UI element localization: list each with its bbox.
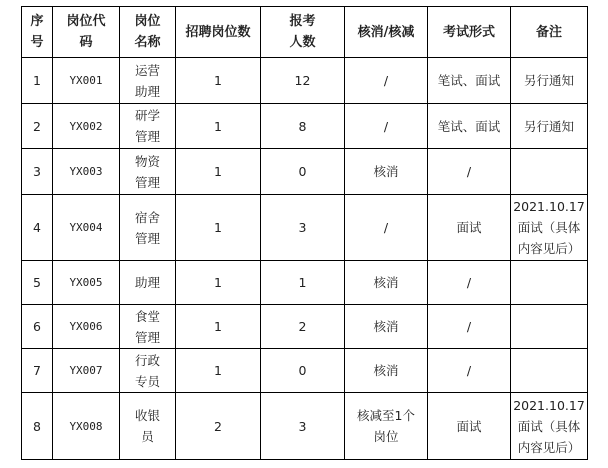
cell-line: YX001 [69, 74, 103, 87]
cell-line: 2 [214, 418, 222, 434]
cell-seq [22, 58, 53, 104]
cell-line: 考试形式 [442, 24, 495, 40]
recruitment-table [21, 6, 588, 460]
table-row [22, 261, 588, 305]
cell-line: 助理 [134, 83, 160, 99]
header-exam [428, 7, 511, 58]
cell-line: / [466, 275, 472, 290]
cell-line: 报考 [289, 14, 316, 29]
cell-quota [176, 58, 261, 104]
cell-exam [428, 104, 511, 149]
cell-name [120, 305, 176, 349]
cell-remark [511, 58, 588, 104]
cell-line: 招聘岗位数 [185, 24, 251, 40]
header-adjust [345, 7, 428, 58]
table-row [22, 104, 588, 149]
cell-line: YX008 [69, 419, 103, 433]
cell-line: 备注 [535, 24, 562, 40]
cell-line: 面试 [456, 418, 482, 434]
cell-exam [428, 149, 511, 195]
cell-exam [428, 305, 511, 349]
cell-line: 面试 [456, 220, 482, 235]
cell-applicants [261, 58, 345, 104]
cell-applicants [261, 349, 345, 393]
cell-quota [176, 149, 261, 195]
cell-exam [428, 58, 511, 104]
cell-name [120, 261, 176, 305]
cell-quota [176, 261, 261, 305]
cell-name [120, 104, 176, 149]
cell-applicants [261, 261, 345, 305]
cell-quota [176, 195, 261, 261]
cell-applicants [261, 149, 345, 195]
cell-name [120, 195, 176, 261]
cell-line: YX003 [69, 165, 103, 178]
cell-line: 1 [214, 164, 222, 179]
table-row [22, 393, 588, 460]
cell-applicants [261, 195, 345, 261]
cell-line: 岗位 [134, 14, 161, 29]
cell-line: 管理 [134, 230, 160, 246]
cell-quota [176, 393, 261, 460]
cell-quota [176, 349, 261, 393]
cell-exam [428, 393, 511, 460]
cell-remark [511, 305, 588, 349]
cell-seq [22, 104, 53, 149]
cell-code [53, 393, 120, 460]
cell-line: 码 [79, 35, 93, 50]
cell-line: 研学 [134, 108, 160, 123]
cell-seq [22, 261, 53, 305]
cell-line: 笔试、面试 [437, 73, 501, 88]
cell-line: / [383, 220, 389, 235]
cell-line: 笔试、面试 [437, 118, 501, 134]
cell-line: 2 [298, 319, 307, 334]
cell-adjust [345, 349, 428, 393]
cell-remark [511, 261, 588, 305]
cell-line: 8 [33, 418, 41, 434]
cell-applicants [261, 393, 345, 460]
table-row [22, 149, 588, 195]
cell-remark [511, 104, 588, 149]
cell-seq [22, 393, 53, 460]
cell-remark [511, 349, 588, 393]
cell-line: 号 [30, 35, 44, 50]
cell-line: 1 [214, 118, 222, 134]
cell-line: YX004 [69, 221, 103, 234]
cell-line: / [383, 118, 389, 134]
table-row [22, 195, 588, 261]
cell-adjust [345, 58, 428, 104]
cell-adjust [345, 261, 428, 305]
cell-line: 0 [298, 363, 307, 378]
cell-line: 面试（具体 [517, 418, 581, 434]
cell-line: 内容见后） [517, 439, 581, 455]
cell-line: 2 [33, 118, 41, 134]
table-row [22, 305, 588, 349]
cell-name [120, 58, 176, 104]
cell-line: 专员 [134, 373, 160, 389]
cell-line: 物资 [134, 153, 160, 169]
cell-applicants [261, 305, 345, 349]
cell-code [53, 104, 120, 149]
cell-code [53, 349, 120, 393]
cell-exam [428, 349, 511, 393]
cell-line: 3 [298, 220, 307, 235]
cell-adjust [345, 393, 428, 460]
cell-line: 核消 [373, 275, 399, 290]
cell-line: 4 [33, 220, 41, 235]
cell-line: 1 [214, 319, 222, 334]
cell-line: / [383, 73, 389, 88]
cell-name [120, 349, 176, 393]
header-row [22, 7, 588, 58]
cell-code [53, 58, 120, 104]
cell-code [53, 305, 120, 349]
cell-seq [22, 305, 53, 349]
cell-line: 1 [298, 275, 307, 290]
cell-line: YX005 [69, 276, 103, 289]
cell-line: 管理 [134, 129, 160, 144]
cell-line: 收银 [134, 408, 160, 423]
cell-line: 核消 [373, 363, 399, 378]
cell-line: 核消 [373, 319, 399, 334]
cell-line: 5 [33, 275, 41, 290]
header-code [53, 7, 120, 58]
cell-line: 7 [33, 363, 41, 378]
cell-remark [511, 149, 588, 195]
cell-line: 6 [33, 319, 41, 334]
cell-adjust [345, 195, 428, 261]
cell-line: 3 [298, 418, 307, 434]
cell-line: 1 [33, 73, 41, 88]
header-seq [22, 7, 53, 58]
cell-line: 核消 [373, 164, 399, 179]
header-quota [176, 7, 261, 58]
cell-exam [428, 195, 511, 261]
header-remark [511, 7, 588, 58]
cell-line: 另行通知 [523, 118, 574, 134]
cell-adjust [345, 305, 428, 349]
cell-line: / [466, 363, 472, 378]
cell-name [120, 393, 176, 460]
cell-line: 8 [298, 118, 307, 134]
cell-line: 0 [298, 164, 307, 179]
cell-line: YX002 [69, 119, 103, 133]
cell-line: 1 [214, 220, 222, 235]
cell-line: 2021.10.17 [513, 397, 585, 413]
cell-line: / [466, 164, 472, 179]
cell-line: YX006 [69, 320, 103, 333]
cell-line: 宿舍 [134, 209, 160, 225]
cell-line: 内容见后） [517, 241, 581, 256]
cell-remark [511, 195, 588, 261]
cell-line: 食堂 [134, 308, 160, 324]
cell-seq [22, 195, 53, 261]
cell-line: 管理 [134, 174, 160, 190]
cell-code [53, 261, 120, 305]
cell-line: 核减至1个 [357, 408, 415, 423]
cell-applicants [261, 104, 345, 149]
cell-line: 1 [214, 363, 222, 378]
cell-adjust [345, 149, 428, 195]
cell-quota [176, 104, 261, 149]
cell-line: 行政 [134, 352, 160, 368]
cell-seq [22, 149, 53, 195]
cell-quota [176, 305, 261, 349]
cell-line: 另行通知 [523, 73, 574, 88]
cell-line: 岗位 [373, 429, 399, 444]
cell-line: 12 [294, 73, 311, 88]
cell-remark [511, 393, 588, 460]
cell-line: 序 [30, 14, 44, 29]
table-row [22, 349, 588, 393]
cell-line: 2021.10.17 [513, 199, 585, 214]
cell-adjust [345, 104, 428, 149]
cell-line: YX007 [69, 364, 103, 377]
cell-line: 管理 [134, 329, 160, 345]
cell-line: 助理 [134, 275, 160, 290]
cell-line: 核消/核减 [357, 24, 415, 40]
cell-code [53, 195, 120, 261]
cell-line: 运营 [134, 62, 160, 78]
table-row [22, 58, 588, 104]
cell-code [53, 149, 120, 195]
cell-line: 1 [214, 73, 222, 88]
cell-line: 员 [141, 429, 154, 444]
cell-name [120, 149, 176, 195]
cell-line: 名称 [134, 35, 161, 50]
cell-line: 1 [214, 275, 222, 290]
cell-line: 面试（具体 [517, 220, 581, 235]
cell-line: 3 [33, 164, 41, 179]
cell-line: 人数 [289, 35, 316, 50]
cell-seq [22, 349, 53, 393]
cell-line: / [466, 319, 472, 334]
header-applicants [261, 7, 345, 58]
header-name [120, 7, 176, 58]
cell-exam [428, 261, 511, 305]
table-body [22, 58, 588, 460]
cell-line: 岗位代 [66, 14, 106, 29]
